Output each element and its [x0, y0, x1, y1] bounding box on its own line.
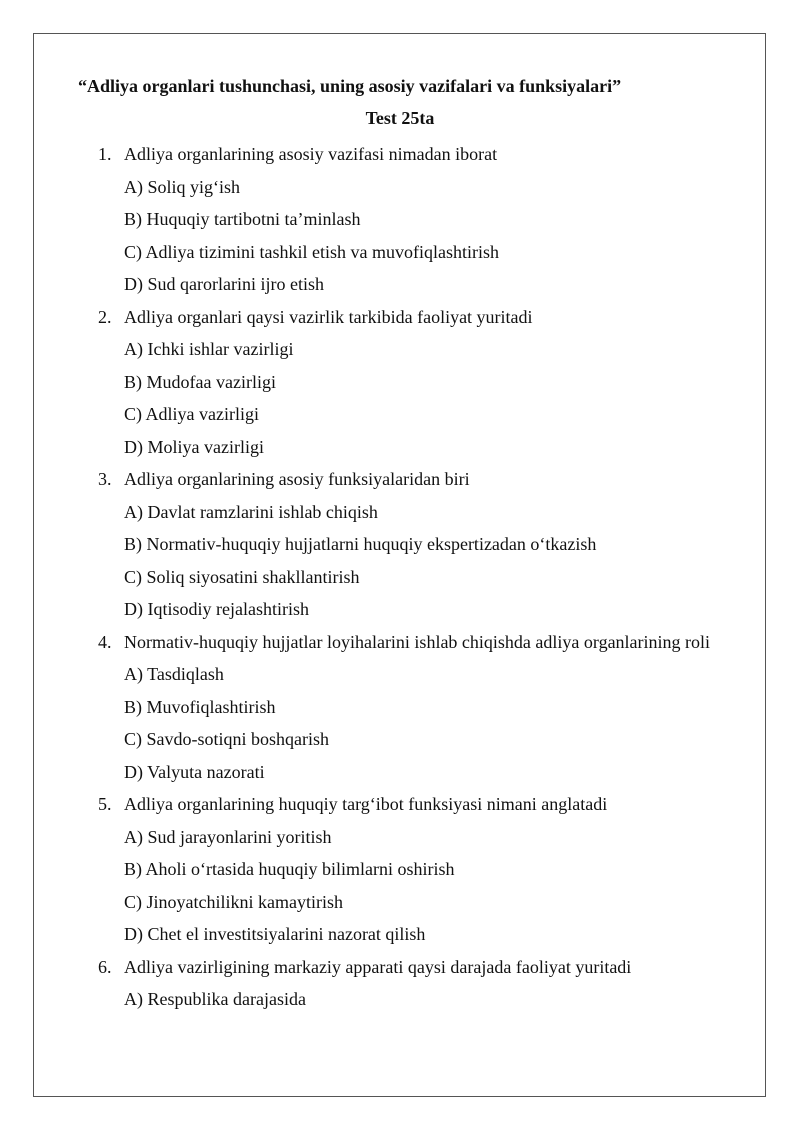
question-text: Adliya vazirligining markaziy apparati qaysi darajada faoliyat yuritadi — [124, 956, 632, 977]
answer-options — [0, 496, 800, 626]
answer-option-a: A) Sud jarayonlarini yoritish — [124, 826, 332, 847]
question-3 — [0, 463, 800, 626]
question-list — [0, 138, 800, 1016]
answer-option-a: A) Davlat ramzlarini ishlab chiqish — [124, 501, 378, 522]
question-6 — [0, 951, 800, 1016]
answer-options — [0, 983, 800, 1016]
answer-option-c: C) Adliya vazirligi — [124, 404, 259, 424]
question-1 — [0, 138, 800, 301]
answer-option-a: A) Tasdiqlash — [124, 664, 224, 684]
answer-options — [0, 333, 800, 463]
answer-options — [0, 821, 800, 951]
question-text: Adliya organlarining asosiy funksiyalaridan biri — [124, 469, 470, 489]
question-text: Adliya organlarining huquqiy targ‘ibot funksiyasi nimani anglatadi — [124, 794, 608, 814]
answer-option-b: B) Huquqiy tartibotni ta’minlash — [124, 209, 361, 229]
question-4 — [0, 626, 800, 789]
question-number: 1. — [98, 144, 112, 164]
answer-option-b: B) Muvofiqlashtirish — [124, 696, 276, 717]
document-title: “Adliya organlari tushunchasi, uning asosiy vazifalari va funksiyalari” — [78, 76, 622, 96]
question-text: Adliya organlarining asosiy vazifasi nimadan iborat — [124, 144, 498, 164]
answer-option-d: D) Valyuta nazorati — [124, 761, 265, 782]
question-number: 5. — [98, 794, 112, 814]
answer-option-d: D) Iqtisodiy rejalashtirish — [124, 599, 309, 619]
answer-options — [0, 171, 800, 301]
answer-option-d: D) Sud qarorlarini ijro etish — [124, 274, 324, 294]
question-number: 6. — [98, 956, 112, 977]
answer-option-b: B) Normativ-huquqiy hujjatlarni huquqiy ekspertizadan o‘tkazish — [124, 534, 597, 554]
question-stem — [0, 788, 800, 821]
answer-option-c: C) Jinoyatchilikni kamaytirish — [124, 891, 343, 912]
answer-option-c: C) Savdo-sotiqni boshqarish — [124, 729, 329, 749]
answer-option-c: C) Soliq siyosatini shakllantirish — [124, 566, 360, 587]
question-stem — [0, 301, 800, 334]
question-stem — [0, 138, 800, 171]
question-number: 4. — [98, 631, 112, 652]
question-text: Adliya organlari qaysi vazirlik tarkibida faoliyat yuritadi — [124, 306, 533, 327]
question-stem — [0, 463, 800, 496]
answer-option-d: D) Moliya vazirligi — [124, 436, 264, 457]
question-text: Normativ-huquqiy hujjatlar loyihalarini ishlab chiqishda adliya organlarining roli — [124, 631, 711, 652]
answer-option-d: D) Chet el investitsiyalarini nazorat qilish — [124, 924, 426, 944]
answer-option-b: B) Aholi o‘rtasida huquqiy bilimlarni oshirish — [124, 859, 455, 879]
question-number: 2. — [98, 306, 112, 327]
question-stem — [0, 626, 800, 659]
question-2 — [0, 301, 800, 464]
question-5 — [0, 788, 800, 951]
document-subtitle: Test 25ta — [365, 108, 435, 128]
question-number: 3. — [98, 469, 112, 489]
answer-option-b: B) Mudofaa vazirligi — [124, 371, 276, 392]
answer-options — [0, 658, 800, 788]
answer-option-a: A) Ichki ishlar vazirligi — [124, 339, 294, 359]
answer-option-a: A) Soliq yig‘ish — [124, 176, 241, 197]
answer-option-c: C) Adliya tizimini tashkil etish va muvofiqlashtirish — [124, 241, 499, 262]
question-stem — [0, 951, 800, 984]
answer-option-a: A) Respublika darajasida — [124, 989, 306, 1009]
